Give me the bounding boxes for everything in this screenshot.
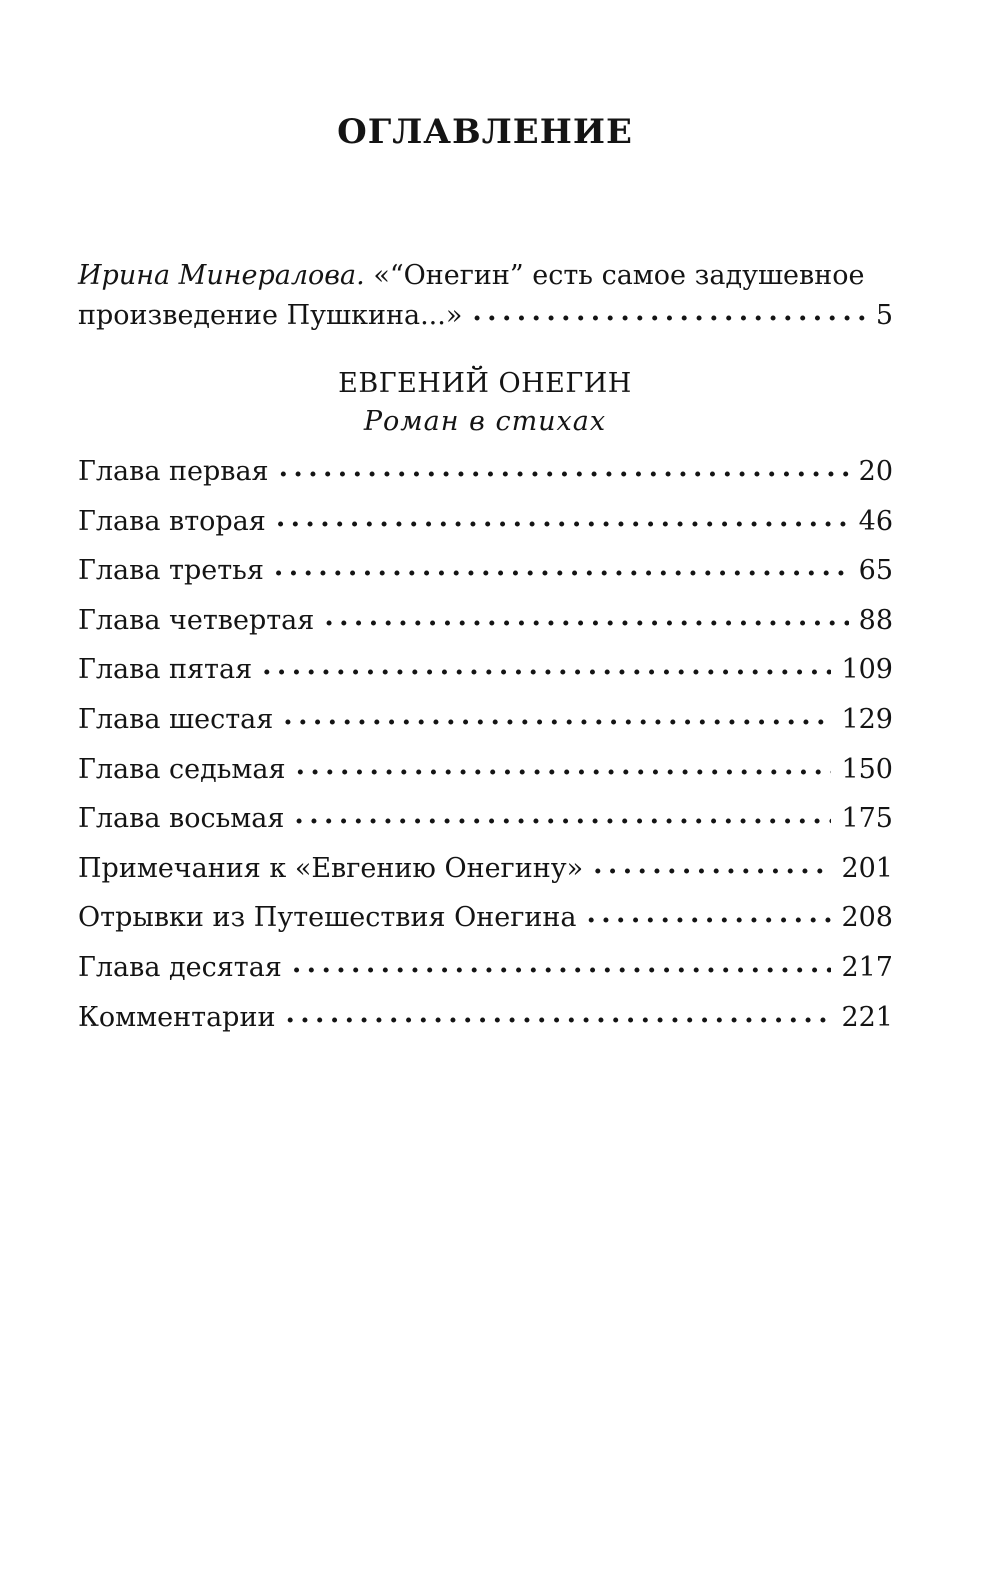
toc-entry-page: 150 (841, 753, 893, 785)
page-title: ОГЛАВЛЕНИЕ (337, 112, 633, 152)
toc-entry-label: Глава вторая (78, 505, 266, 537)
toc-entry-page: 46 (858, 505, 893, 537)
toc-entry-label: Глава четвертая (78, 604, 315, 636)
toc-entry-label: Глава восьмая (78, 803, 285, 835)
toc-entry[interactable] (78, 702, 893, 752)
toc-entry-page: 129 (841, 703, 893, 735)
intro-entry[interactable] (78, 256, 893, 336)
intro-title-line-2: произведение Пушкина...» (78, 300, 463, 331)
toc-entry-label: Отрывки из Путешествия Онегина (78, 902, 577, 934)
toc-entry-page: 217 (841, 951, 893, 983)
toc-entry-label: Примечания к «Евгению Онегину» (78, 852, 584, 884)
toc-list (78, 454, 893, 1049)
section-title: ЕВГЕНИЙ ОНЕГИН (338, 368, 632, 399)
dot-leader (274, 549, 849, 585)
toc-entry-label: Глава первая (78, 456, 269, 487)
toc-entry-label: Глава пятая (78, 654, 253, 686)
toc-entry-label: Глава десятая (78, 951, 282, 983)
dot-leader (472, 292, 865, 332)
intro-author: Ирина Минералова. (78, 260, 365, 291)
intro-line-2 (78, 296, 893, 336)
toc-entry-page: 65 (858, 555, 893, 587)
toc-entry-page: 20 (858, 456, 893, 487)
dot-leader (276, 500, 849, 536)
toc-entry[interactable] (78, 801, 893, 851)
dot-leader (296, 748, 832, 784)
section-subtitle: Роман в стихах (363, 406, 607, 437)
toc-entry[interactable] (78, 603, 893, 653)
dot-leader (586, 896, 831, 932)
toc-entry[interactable] (78, 752, 893, 802)
toc-entry-label: Комментарии (78, 1001, 276, 1033)
toc-entry-page: 109 (841, 654, 893, 686)
dot-leader (279, 450, 849, 486)
section-heading (0, 366, 970, 442)
intro-line-1 (78, 256, 893, 296)
toc-entry[interactable] (78, 900, 893, 950)
toc-entry-label: Глава третья (78, 555, 264, 587)
toc-entry[interactable] (78, 553, 893, 603)
toc-entry-label: Глава шестая (78, 703, 274, 735)
intro-title-line-1: «“Онегин” есть самое задушевное (373, 260, 865, 291)
toc-entry-page: 175 (841, 803, 893, 835)
dot-leader (283, 698, 831, 734)
toc-entry-page: 221 (841, 1001, 893, 1033)
dot-leader (593, 847, 831, 883)
toc-entry[interactable] (78, 950, 893, 1000)
intro-page-number: 5 (875, 300, 893, 331)
toc-entry-label: Глава седьмая (78, 753, 286, 785)
toc-entry-page: 88 (858, 604, 893, 636)
toc-entry[interactable] (78, 454, 893, 504)
toc-entry[interactable] (78, 504, 893, 554)
toc-entry-page: 208 (841, 902, 893, 934)
toc-entry[interactable] (78, 851, 893, 901)
toc-entry[interactable] (78, 652, 893, 702)
dot-leader (262, 648, 831, 684)
dot-leader (285, 996, 831, 1032)
toc-entry[interactable] (78, 1000, 893, 1050)
dot-leader (324, 599, 848, 635)
dot-leader (292, 946, 832, 982)
toc-entry-page: 201 (841, 852, 893, 884)
dot-leader (294, 797, 831, 833)
